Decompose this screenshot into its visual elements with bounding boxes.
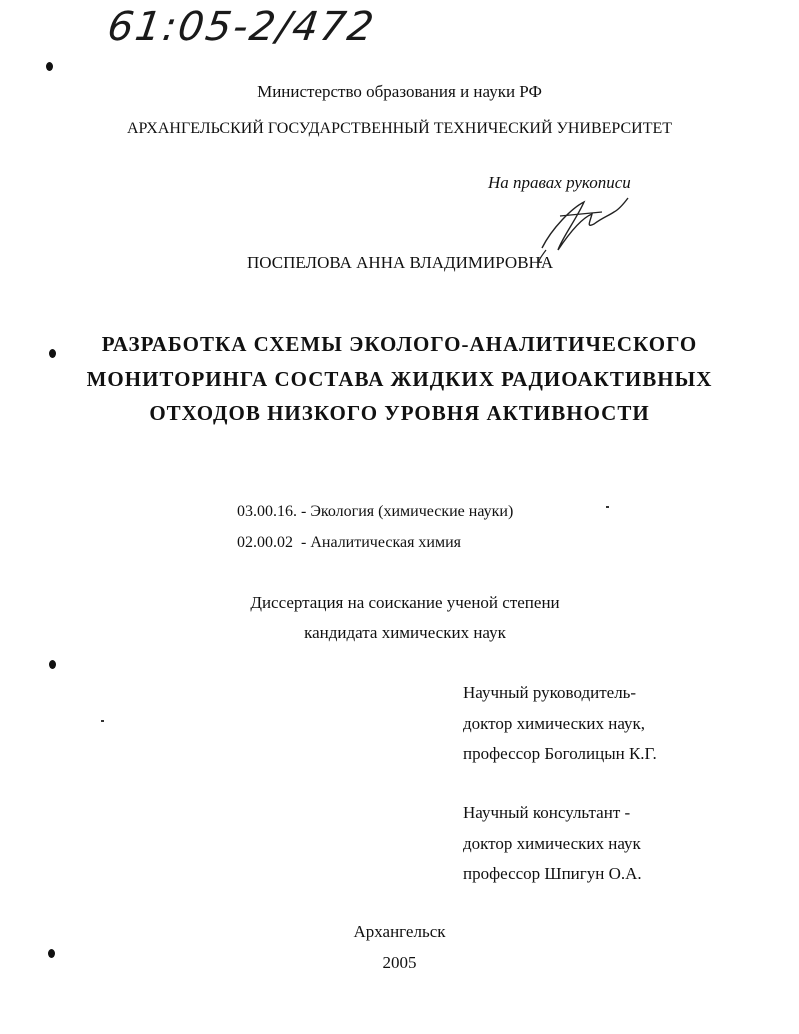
dissertation-degree-line-2: кандидата химических наук — [304, 623, 506, 642]
scan-speck — [101, 720, 104, 722]
rights-note: На правах рукописи — [488, 173, 631, 192]
handwritten-catalog-number: 61:05-2/472 — [104, 4, 379, 50]
supervisor-degree: доктор химических наук, — [463, 714, 646, 733]
dissertation-degree-line-1: Диссертация на соискание ученой степени — [250, 593, 560, 612]
thesis-title-line-2: МОНИТОРИНГА СОСТАВА ЖИДКИХ РАДИОАКТИВНЫХ — [86, 367, 713, 391]
consultant-role: Научный консультант - — [463, 803, 631, 822]
supervisor-role: Научный руководитель- — [463, 683, 637, 702]
binding-mark-icon — [48, 949, 55, 958]
binding-mark-icon — [49, 660, 56, 669]
binding-mark-icon — [46, 62, 53, 71]
city: Архангельск — [353, 922, 446, 941]
author-name: ПОСПЕЛОВА АННА ВЛАДИМИРОВНА — [247, 253, 554, 272]
year: 2005 — [382, 953, 417, 972]
consultant-degree: доктор химических наук — [463, 834, 641, 853]
specialty-analytical-chemistry: 02.00.02 - Аналитическая химия — [237, 534, 462, 551]
consultant-name: профессор Шпигун О.А. — [463, 864, 642, 883]
supervisor-name: профессор Боголицын К.Г. — [463, 744, 657, 763]
university-line: АРХАНГЕЛЬСКИЙ ГОСУДАРСТВЕННЫЙ ТЕХНИЧЕСКИЙ УНИВЕРСИТЕТ — [126, 120, 673, 137]
ministry-line: Министерство образования и науки РФ — [257, 82, 542, 101]
thesis-title-line-3: ОТХОДОВ НИЗКОГО УРОВНЯ АКТИВНОСТИ — [149, 401, 650, 425]
binding-mark-icon — [49, 349, 56, 358]
specialty-ecology: 03.00.16. - Экология (химические науки) — [237, 503, 514, 520]
thesis-title-line-1: РАЗРАБОТКА СХЕМЫ ЭКОЛОГО-АНАЛИТИЧЕСКОГО — [101, 332, 698, 356]
scan-speck — [606, 506, 609, 508]
